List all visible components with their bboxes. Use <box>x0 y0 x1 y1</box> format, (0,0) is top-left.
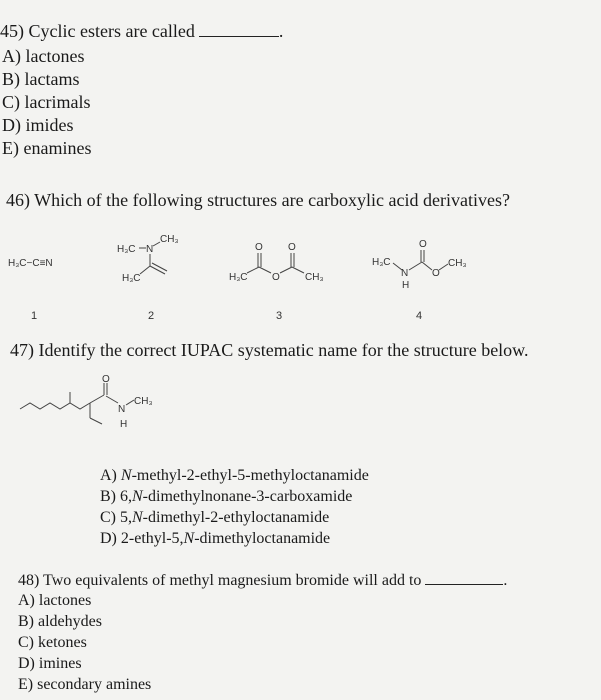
q45-option-d: D) imides <box>2 115 74 135</box>
structure-4-ch3: CH₃ <box>448 258 467 269</box>
structure-4-o-top: O <box>419 239 427 250</box>
q48-option-a: A) lactones <box>18 592 92 609</box>
structure-3-o-left: O <box>255 242 263 253</box>
structure-4-n: N <box>401 268 409 279</box>
period: . <box>503 572 508 589</box>
q47-n: N <box>118 404 126 415</box>
structure-4-number: 4 <box>416 310 423 322</box>
structure-4-h3c: H₃C <box>372 257 391 268</box>
period: . <box>278 21 284 41</box>
structure-1-formula: H₃C−C≡N <box>8 258 53 269</box>
structure-2-number: 2 <box>148 310 155 322</box>
q47-option-a: A) N-methyl-2-ethyl-5-methyloctanamide <box>100 467 369 484</box>
structure-2-ch3: CH₃ <box>160 234 179 245</box>
structure-1-number: 1 <box>31 310 38 322</box>
q47-h: H <box>120 419 128 430</box>
q48-option-b: B) aldehydes <box>18 613 102 630</box>
structure-3-o-bridge: O <box>272 272 280 283</box>
q45-option-e: E) enamines <box>2 138 92 158</box>
answer-blank <box>425 572 503 585</box>
structure-4-o-ester: O <box>432 268 440 279</box>
q47-option-b: B) 6,N-dimethylnonane-3-carboxamide <box>100 488 353 505</box>
structure-3-ch3: CH₃ <box>305 272 324 283</box>
q45-option-a: A) lactones <box>2 46 85 66</box>
q45-option-b: B) lactams <box>2 69 80 89</box>
structure-2-h3c-top: H₃C <box>117 244 136 255</box>
q48-option-d: D) imines <box>18 655 82 672</box>
structure-3-h3c: H₃C <box>229 272 248 283</box>
q45-option-c: C) lacrimals <box>2 92 91 112</box>
structure-2-n: N <box>146 244 154 255</box>
structure-4-h: H <box>402 280 410 291</box>
structure-3-number: 3 <box>276 310 283 322</box>
q47-option-c: C) 5,N-dimethyl-2-ethyloctanamide <box>100 509 330 526</box>
q48-option-e: E) secondary amines <box>18 676 152 693</box>
question-48 <box>18 572 507 590</box>
q47-option-d: D) 2-ethyl-5,N-dimethyloctanamide <box>100 530 331 547</box>
question-45-text: 45) Cyclic esters are called <box>0 21 195 41</box>
structure-2-h3c-bottom: H₃C <box>122 273 141 284</box>
question-47-text: 47) Identify the correct IUPAC systematic name for the structure below. <box>10 340 529 360</box>
q47-ch3: CH₃ <box>134 396 153 407</box>
question-48-text: 48) Two equivalents of methyl magnesium bromide will add to <box>18 572 422 589</box>
structure-3-o-right: O <box>288 242 296 253</box>
q47-o: O <box>102 374 110 385</box>
question-46-text: 46) Which of the following structures are carboxylic acid derivatives? <box>6 190 510 210</box>
q48-option-c: C) ketones <box>18 634 87 651</box>
